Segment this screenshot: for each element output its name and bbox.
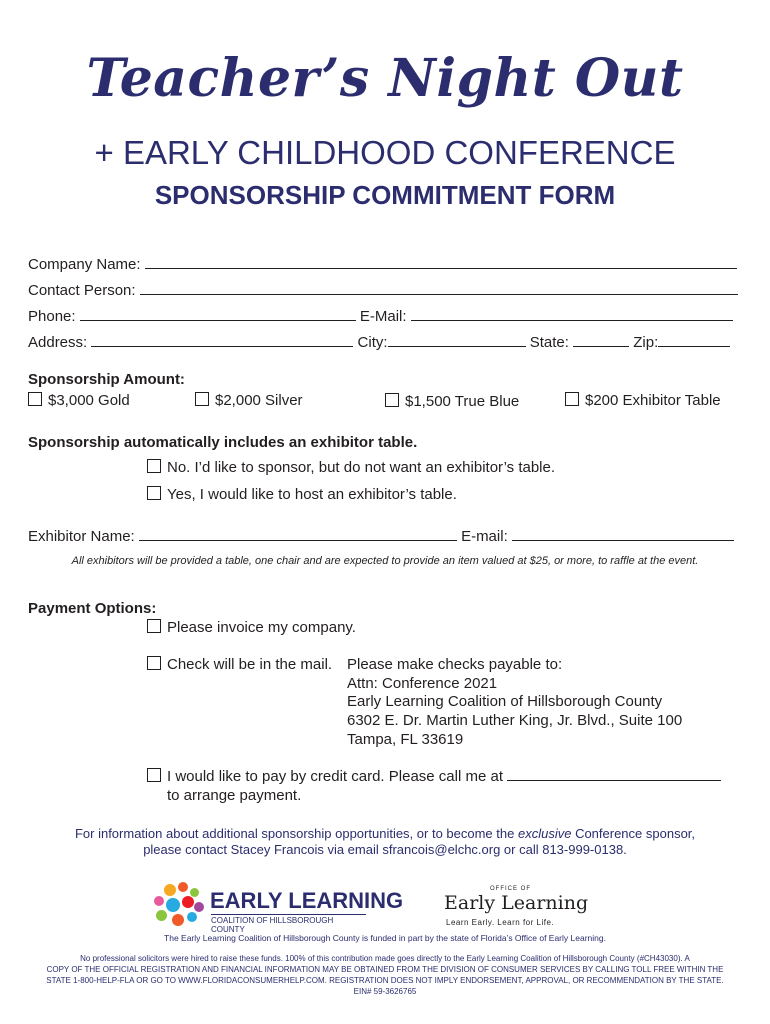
- phone-email-row: [28, 308, 733, 325]
- legal-line-3: STATE 1-800-HELP-FLA OR GO TO WWW.FLORIDACONSUMERHELP.COM. REGISTRATION DOES NOT IMPLY ENDORSEMENT, APPROVAL, OR RECOMMENDATION BY THE STATE.: [46, 976, 724, 985]
- checkbox[interactable]: [147, 459, 161, 473]
- mail-address-line-3: 6302 E. Dr. Martin Luther King, Jr. Blvd., Suite 100: [347, 712, 683, 729]
- mail-address-line-4: Tampa, FL 33619: [347, 731, 464, 748]
- option-exhibitor-table[interactable]: [565, 392, 721, 409]
- elc-logo-mark-icon: [150, 882, 208, 928]
- legal-line-1: No professional solicitors were hired to raise these funds. 100% of this contribution made goes directly to the Early Learning Coalition of Hillsborough County (#CH43030). A: [80, 954, 690, 963]
- elc-logo-subtitle: COALITION OF HILLSBOROUGH COUNTY: [211, 914, 366, 934]
- email-field[interactable]: [411, 308, 733, 321]
- oel-logo-top: OFFICE OF: [490, 886, 531, 892]
- info-line-2: please contact Stacey Francois via email sfrancois@elchc.org or call 813-999-0138.: [143, 842, 627, 857]
- checkbox[interactable]: [147, 768, 161, 782]
- checkbox[interactable]: [385, 393, 399, 407]
- no-table-label: No. I’d like to sponsor, but do not want an exhibitor’s table.: [167, 459, 556, 476]
- credit-card-label-2: to arrange payment.: [167, 787, 302, 804]
- check-option[interactable]: [147, 656, 332, 673]
- phone-label: Phone:: [28, 308, 76, 325]
- form-title: SPONSORSHIP COMMITMENT FORM: [154, 180, 616, 210]
- contact-person-row: [28, 282, 738, 299]
- address-field[interactable]: [91, 334, 353, 347]
- info-text: For information about additional sponsorship opportunities, or to become the: [74, 826, 515, 841]
- credit-card-option[interactable]: [147, 768, 721, 785]
- city-label: City:: [357, 334, 388, 351]
- oel-logo-tagline: Learn Early. Learn for Life.: [446, 918, 555, 927]
- option-silver-label: $2,000 Silver: [215, 392, 303, 409]
- exhibitor-name-field[interactable]: [139, 528, 457, 541]
- checkbox[interactable]: [147, 619, 161, 633]
- mail-address-line-2: Early Learning Coalition of Hillsborough County: [347, 693, 663, 710]
- zip-field[interactable]: [658, 334, 730, 347]
- legal-disclaimer: [20, 953, 750, 997]
- checkbox[interactable]: [147, 486, 161, 500]
- company-name-row: [28, 256, 737, 273]
- legal-line-2: COPY OF THE OFFICIAL REGISTRATION AND FINANCIAL INFORMATION MAY BE OBTAINED FROM THE DIVISION OF CONSUMER SERVICES BY CALLING TOLL FREE WITHIN THE: [46, 965, 724, 974]
- yes-table-option[interactable]: [147, 486, 457, 503]
- contact-person-field[interactable]: [140, 282, 738, 295]
- invoice-option[interactable]: [147, 619, 356, 636]
- ein-number: EIN# 59-3626765: [353, 987, 417, 996]
- city-field[interactable]: [388, 334, 526, 347]
- option-gold[interactable]: [28, 392, 130, 409]
- option-true-blue-label: $1,500 True Blue: [405, 393, 520, 410]
- funding-statement: The Early Learning Coalition of Hillsborough County is funded in part by the state of Florida’s Office of Early Learning.: [164, 933, 606, 943]
- company-name-field[interactable]: [145, 256, 737, 269]
- info-line-1: [0, 826, 770, 841]
- option-exhibitor-table-label: $200 Exhibitor Table: [585, 392, 721, 409]
- no-table-option[interactable]: [147, 459, 555, 476]
- auto-table-note: Sponsorship automatically includes an exhibitor table.: [28, 434, 418, 451]
- checkbox[interactable]: [147, 656, 161, 670]
- yes-table-label: Yes, I would like to host an exhibitor’s table.: [167, 486, 457, 503]
- checkbox[interactable]: [28, 392, 42, 406]
- sponsorship-amount-label: Sponsorship Amount:: [28, 371, 185, 388]
- event-subtitle: + EARLY CHILDHOOD CONFERENCE: [94, 134, 676, 171]
- invoice-label: Please invoice my company.: [167, 619, 356, 636]
- option-gold-label: $3,000 Gold: [48, 392, 130, 409]
- payment-options-label: Payment Options:: [28, 600, 157, 617]
- check-payable-text: Please make checks payable to:: [347, 656, 563, 673]
- oel-logo-title: Early Learning: [444, 892, 589, 914]
- option-true-blue[interactable]: [385, 393, 519, 410]
- contact-person-label: Contact Person:: [28, 282, 136, 299]
- address-row: [28, 334, 730, 351]
- exhibitor-email-label: E-mail:: [461, 528, 508, 545]
- exhibitor-note: All exhibitors will be provided a table, one chair and are expected to provide an item valued at $25, or more, to raffle at the event.: [71, 555, 699, 567]
- phone-callback-field[interactable]: [507, 768, 721, 781]
- email-label: E-Mail:: [359, 308, 407, 325]
- exhibitor-name-label: Exhibitor Name:: [28, 528, 135, 545]
- address-label: Address:: [28, 334, 88, 351]
- exhibitor-row: [28, 528, 734, 545]
- checkbox[interactable]: [565, 392, 579, 406]
- credit-card-label: I would like to pay by credit card. Please call me at: [167, 768, 503, 785]
- checkbox[interactable]: [195, 392, 209, 406]
- check-label: Check will be in the mail.: [167, 656, 333, 673]
- state-field[interactable]: [573, 334, 629, 347]
- info-text-2: Conference sponsor,: [575, 826, 696, 841]
- option-silver[interactable]: [195, 392, 303, 409]
- info-emphasis: exclusive: [517, 826, 572, 841]
- company-name-label: Company Name:: [28, 256, 141, 273]
- zip-label: Zip:: [633, 334, 659, 351]
- state-label: State:: [529, 334, 569, 351]
- mail-address-line-1: Attn: Conference 2021: [347, 675, 498, 692]
- exhibitor-email-field[interactable]: [512, 528, 734, 541]
- elc-logo-title: EARLY LEARNING: [210, 888, 404, 913]
- event-title: Teacher’s Night Out: [86, 48, 684, 109]
- phone-field[interactable]: [80, 308, 356, 321]
